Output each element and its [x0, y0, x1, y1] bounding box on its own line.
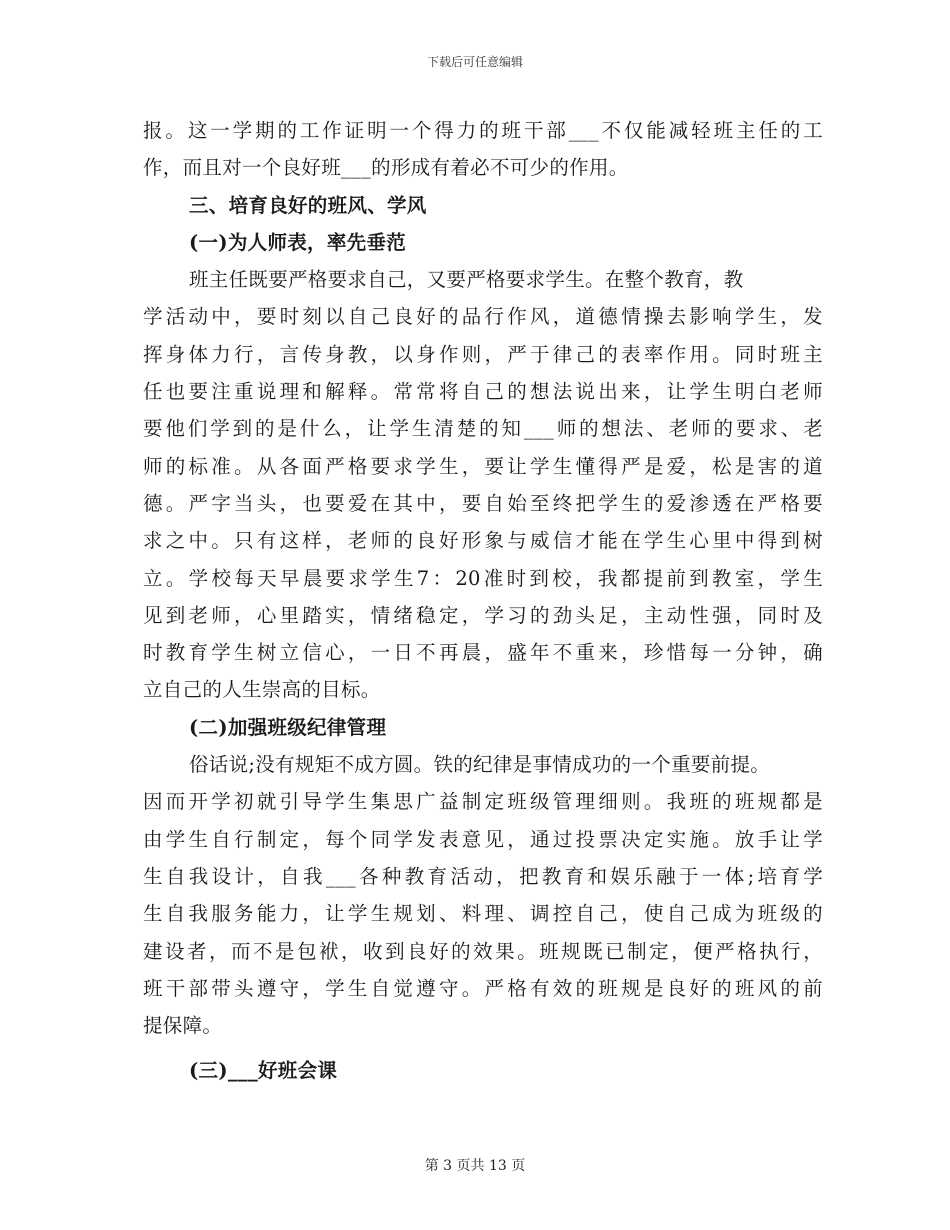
page-footer: 第 3 页共 13 页: [424, 1158, 526, 1174]
text-line: 德。严字当头，也要爱在其中，要自始至终把学生的爱渗透在严格要: [143, 491, 823, 515]
text-line: 见到老师，心里踏实，情绪稳定，学习的劲头足，主动性强，同时及: [143, 603, 823, 627]
text-line: 立。学校每天早晨要求学生7：20准时到校，我都提前到教室，学生: [143, 566, 823, 590]
text-line: 师的标准。从各面严格要求学生，要让学生懂得严是爱，松是害的道: [143, 454, 823, 478]
text-line: 挥身体力行，言传身教，以身作则，严于律己的表率作用。同时班主: [143, 342, 823, 366]
text-line: 班干部带头遵守，学生自觉遵守。严格有效的班规是良好的班风的前: [143, 976, 823, 1000]
text-line: 建设者，而不是包袱，收到良好的效果。班规既已制定，便严格执行，: [143, 939, 823, 963]
section-heading: (一)为人师表，率先垂范: [189, 230, 407, 254]
section-heading: (三)___好班会课: [189, 1059, 338, 1083]
text-line: 由学生自行制定，每个同学发表意见，通过投票决定实施。放手让学: [143, 827, 823, 851]
text-line: 要他们学到的是什么，让学生清楚的知___师的想法、老师的要求、老: [143, 417, 823, 441]
paragraph-gap: [143, 1044, 823, 1052]
text-line: 时教育学生树立信心，一日不再晨，盛年不重来，珍惜每一分钟，确: [143, 641, 823, 665]
text-line: 生自我服务能力，让学生规划、料理、调控自己，使自己成为班级的: [143, 902, 823, 926]
text-line: 求之中。只有这样，老师的良好形象与威信才能在学生心里中得到树: [143, 529, 823, 553]
text-line: 提保障。: [143, 1014, 223, 1038]
document-body: [143, 112, 823, 1090]
section-heading: (二)加强班级纪律管理: [189, 715, 387, 739]
section-heading: 三、培育良好的班风、学风: [189, 193, 427, 217]
text-line: 俗话说;没有规矩不成方圆。铁的纪律是事情成功的一个重要前提。: [189, 753, 771, 777]
text-line: 学活动中，要时刻以自己良好的品行作风，道德情操去影响学生，发: [143, 305, 823, 329]
text-line: 作，而且对一个良好班___的形成有着必不可少的作用。: [143, 156, 629, 180]
text-line: 因而开学初就引导学生集思广益制定班级管理细则。我班的班规都是: [143, 790, 823, 814]
text-line: 生自我设计，自我___各种教育活动，把教育和娱乐融于一体;培育学: [143, 864, 823, 888]
text-line: 班主任既要严格要求自己，又要严格要求学生。在整个教育，教: [189, 268, 744, 292]
text-line: 立自己的人生崇高的目标。: [143, 678, 381, 702]
page-header: 下载后可任意编辑: [426, 55, 523, 69]
text-line: 报。这一学期的工作证明一个得力的班干部___不仅能减轻班主任的工: [143, 119, 823, 142]
text-line: 任也要注重说理和解释。常常将自己的想法说出来，让学生明白老师: [143, 380, 823, 404]
